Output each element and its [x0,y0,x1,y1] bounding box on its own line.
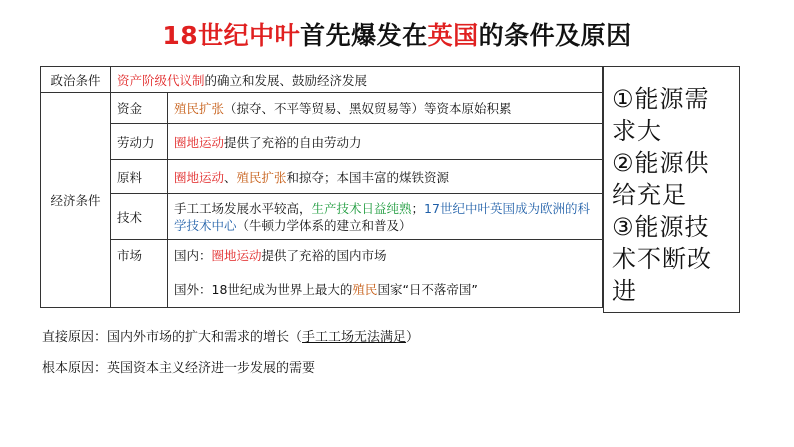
market-foreign-highlight: 殖民 [352,282,378,297]
title-part-3: 英国 [427,21,479,50]
material-separator: 、 [224,169,237,185]
market-foreign [174,280,596,298]
root-cause [42,357,315,376]
cell-labor-label: 劳动力 [111,124,168,160]
tech-text-3: （牛顿力学体系的建立和普及） [236,217,412,233]
cell-capital-label: 资金 [111,93,168,124]
table-row-politics [41,67,603,93]
direct-cause-underlined: 手工工场无法满足 [302,330,407,345]
table-row-capital [41,93,603,124]
politics-highlight: 资产阶级代议制 [117,72,205,88]
tech-text-1: 手工工场发展水平较高， [174,200,312,216]
cell-politics-content [111,67,603,93]
cell-material-label: 原料 [111,160,168,194]
capital-text: （掠夺、不平等贸易、黑奴贸易等）等资本原始积累 [224,101,512,116]
material-highlight-1: 圈地运动 [174,169,225,185]
title-part-4: 的条件及原因 [478,21,632,50]
table-row-tech [41,194,603,240]
cell-tech-label: 技术 [111,194,168,240]
energy-reason-3: ③能源技术不断改进 [612,213,712,305]
politics-text: 的确立和发展、鼓励经济发展 [204,72,368,88]
market-foreign-text-2: 国家“日不落帝国” [377,282,478,297]
page-title [0,16,794,52]
cell-economy-label: 经济条件 [41,93,111,308]
root-cause-label: 根本原因： [42,361,108,376]
cell-tech-content [168,194,603,240]
cell-market-label: 市场 [111,240,168,308]
energy-reason-2: ②能源供给充足 [612,149,710,209]
market-foreign-label: 国外： [174,282,212,297]
tech-highlight-2: 17世纪中叶英国成为欧洲的科学技术中心 [174,200,590,233]
title-part-1: 18世纪中叶 [162,21,301,50]
table-row-material [41,160,603,194]
direct-cause-end: ） [406,330,420,345]
material-highlight-2: 殖民扩张 [236,169,287,185]
tech-highlight-1: 生产技术日益纯熟 [311,200,412,216]
table-row-labor [41,124,603,160]
material-text: 和掠夺；本国丰富的煤铁资源 [286,169,450,185]
direct-cause [42,326,419,345]
tech-text-2: ； [411,200,425,216]
cell-capital-content [168,93,603,124]
cell-material-content [168,160,603,194]
root-cause-text: 英国资本主义经济进一步发展的需要 [107,361,316,376]
market-domestic-label: 国内： [174,248,212,263]
market-domestic-highlight: 圈地运动 [211,248,262,263]
energy-reasons-box [603,66,740,313]
title-part-2: 首先爆发在 [300,21,428,50]
direct-cause-label: 直接原因： [42,330,108,345]
market-foreign-text-1: 18世纪成为世界上最大的 [211,282,353,297]
labor-text: 提供了充裕的自由劳动力 [224,134,362,150]
energy-reason-1: ①能源需求大 [612,85,710,145]
cell-labor-content [168,124,603,160]
table-row-market [41,240,603,308]
direct-cause-text: 国内外市场的扩大和需求的增长（ [107,330,303,345]
conditions-table [40,66,603,308]
capital-highlight: 殖民扩张 [174,101,225,116]
market-domestic-text: 提供了充裕的国内市场 [261,248,387,263]
cell-market-content [168,240,603,308]
labor-highlight: 圈地运动 [174,134,225,150]
market-domestic [174,246,596,264]
cell-politics-label: 政治条件 [41,67,111,93]
